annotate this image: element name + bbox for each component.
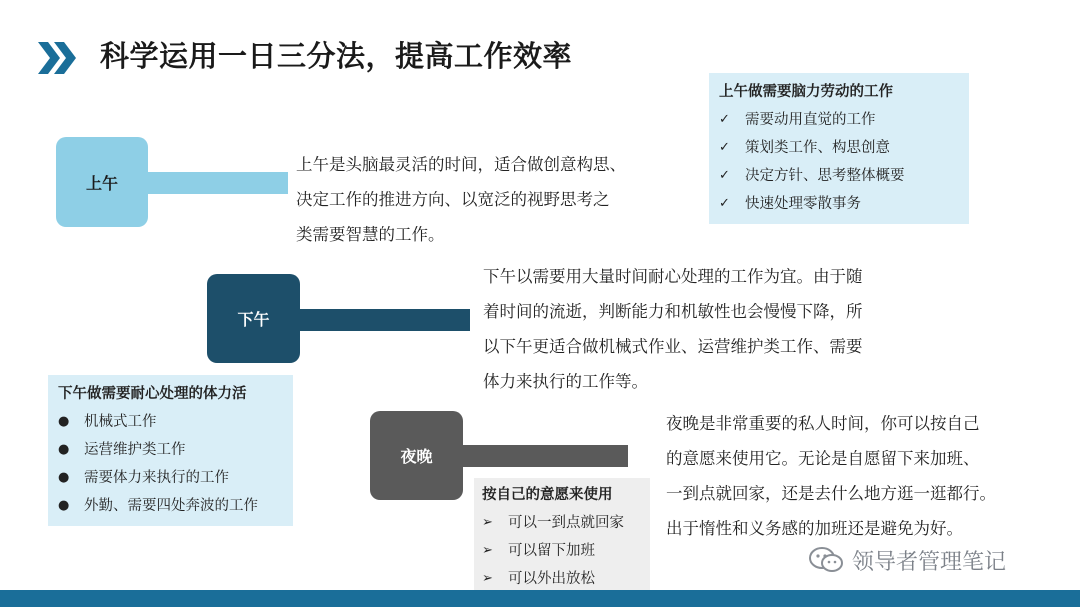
afternoon-connector-bar — [300, 309, 470, 331]
list-item-text: 可以留下加班 — [508, 543, 595, 559]
arrowhead-icon: ➢ — [482, 515, 493, 530]
afternoon-label: 下午 — [237, 310, 270, 329]
check-icon: ✓ — [719, 168, 730, 183]
morning-line: 上午是头脑最灵活的时间，适合做创意构思、 — [296, 155, 626, 174]
night-line: 夜晚是非常重要的私人时间，你可以按自己 — [666, 414, 980, 433]
list-item — [482, 537, 650, 565]
night-panel — [474, 478, 650, 590]
list-item-text: 可以外出放松 — [508, 571, 595, 587]
bullet-icon: ● — [58, 442, 70, 457]
afternoon-panel-title: 下午做需要耐心处理的体力活 — [58, 386, 247, 402]
morning-description — [296, 147, 696, 252]
page-title: 科学运用一日三分法，提高工作效率 — [100, 39, 573, 73]
afternoon-description — [483, 259, 923, 399]
morning-panel — [709, 73, 969, 224]
check-icon: ✓ — [719, 140, 730, 155]
afternoon-box — [207, 274, 300, 363]
afternoon-line: 下午以需要用大量时间耐心处理的工作为宜。由于随 — [483, 267, 863, 286]
list-item-text: 外勤、需要四处奔波的工作 — [84, 498, 258, 514]
afternoon-line: 以下午更适合做机械式作业、运营维护类工作、需要 — [483, 337, 863, 356]
morning-panel-title: 上午做需要脑力劳动的工作 — [719, 84, 893, 100]
afternoon-line: 体力来执行的工作等。 — [483, 372, 648, 391]
list-item — [58, 408, 293, 436]
list-item-text: 可以一到点就回家 — [508, 515, 624, 531]
watermark — [808, 543, 1006, 577]
list-item — [58, 436, 293, 464]
night-description — [666, 406, 1076, 546]
list-item — [719, 162, 969, 190]
watermark-text: 领导者管理笔记 — [852, 549, 1007, 575]
list-item — [719, 190, 969, 218]
arrowhead-icon: ➢ — [482, 571, 493, 586]
list-item — [482, 565, 650, 593]
morning-box — [56, 137, 148, 227]
night-label: 夜晚 — [400, 447, 433, 466]
bullet-icon: ● — [58, 470, 70, 485]
afternoon-line: 着时间的流逝，判断能力和机敏性也会慢慢下降，所 — [483, 302, 863, 321]
check-icon: ✓ — [719, 196, 730, 211]
morning-line: 类需要智慧的工作。 — [296, 225, 445, 244]
list-item-text: 需要体力来执行的工作 — [84, 470, 229, 486]
morning-connector-bar — [148, 172, 288, 194]
night-line: 出于惰性和义务感的加班还是避免为好。 — [666, 519, 963, 538]
check-icon: ✓ — [719, 112, 730, 127]
night-line: 的意愿来使用它。无论是自愿留下来加班、 — [666, 449, 980, 468]
list-item-text: 机械式工作 — [84, 414, 157, 430]
night-line: 一到点就回家，还是去什么地方逛一逛都行。 — [666, 484, 996, 503]
list-item — [719, 134, 969, 162]
afternoon-panel — [48, 375, 293, 526]
list-item-text: 需要动用直觉的工作 — [745, 112, 876, 128]
list-item-text: 策划类工作、构思创意 — [745, 140, 890, 156]
bullet-icon: ● — [58, 414, 70, 429]
double-chevron-icon — [36, 40, 80, 76]
night-box — [370, 411, 463, 500]
arrowhead-icon: ➢ — [482, 543, 493, 558]
list-item — [58, 464, 293, 492]
morning-line: 决定工作的推进方向、以宽泛的视野思考之 — [296, 190, 610, 209]
list-item — [719, 106, 969, 134]
morning-label: 上午 — [85, 173, 118, 193]
list-item-text: 快速处理零散事务 — [745, 196, 861, 212]
night-connector-bar — [463, 445, 628, 467]
list-item-text: 决定方针、思考整体概要 — [745, 168, 905, 184]
wechat-icon — [808, 545, 844, 575]
list-item-text: 运营维护类工作 — [84, 442, 186, 458]
bullet-icon: ● — [58, 498, 70, 513]
night-panel-title: 按自己的意愿来使用 — [482, 487, 613, 503]
bottom-strip — [0, 590, 1080, 607]
list-item — [482, 509, 650, 537]
list-item — [58, 492, 293, 520]
